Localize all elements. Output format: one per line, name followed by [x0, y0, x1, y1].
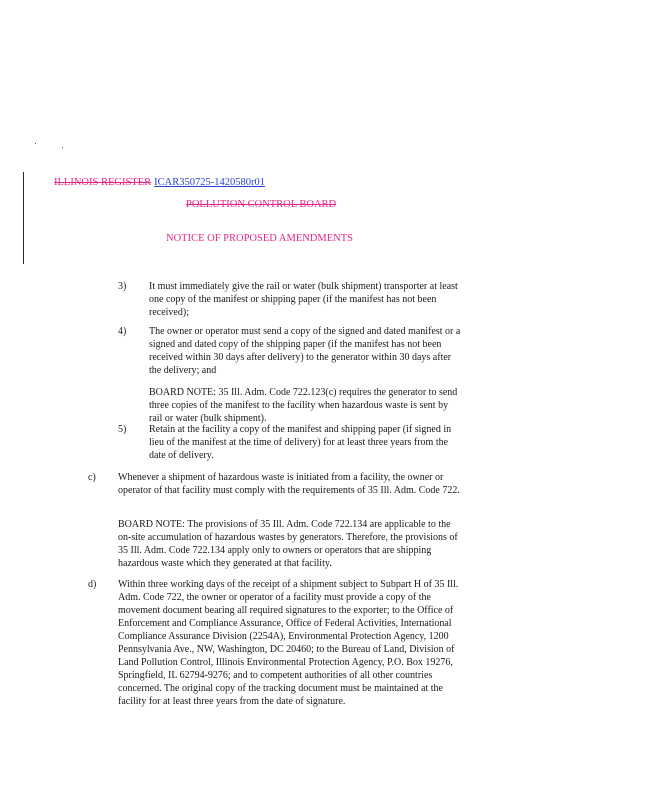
board-title: POLLUTION CONTROL BOARD — [186, 199, 337, 210]
item-4-label: 4) — [118, 326, 127, 337]
register-label: ILLINOIS REGISTER — [54, 177, 152, 188]
item-c-text: Whenever a shipment of hazardous waste is initiated from a facility, the owner or operator of that facility must comply with the requirements of 35 Ill. Adm. Code 722. — [118, 472, 460, 496]
board-note-2: BOARD NOTE: The provisions of 35 Ill. Adm. Code 722.134 are applicable to the on-site accumulation of hazardous wastes by generators. Therefore, the provisions of 35 Ill. Adm. Code 722.134 apply only to owners or operators that are shipping hazardous waste which they generated at that facility. — [118, 519, 458, 569]
document-id-link[interactable]: ICAR350725-1420580r01 — [154, 177, 265, 188]
scan-speck — [62, 147, 63, 148]
item-3-text: It must immediately give the rail or water (bulk shipment) transporter at least one copy of the manifest or shipping paper (if the manifest has not been received); — [149, 281, 458, 318]
board-note-1: BOARD NOTE: 35 Ill. Adm. Code 722.123(c) requires the generator to send three copies of the manifest to the facility when hazardous waste is sent by rail or water (bulk shipment). — [149, 387, 458, 424]
notice-title: NOTICE OF PROPOSED AMENDMENTS — [166, 233, 353, 244]
register-header — [54, 177, 265, 188]
item-c-label: c) — [88, 472, 96, 483]
item-d-label: d) — [88, 579, 97, 590]
item-5-label: 5) — [118, 424, 127, 435]
revision-margin-bar — [23, 172, 24, 264]
item-3-label: 3) — [118, 281, 127, 292]
scan-speck — [35, 143, 36, 144]
item-5-text: Retain at the facility a copy of the manifest and shipping paper (if signed in lieu of the manifest at the time of delivery) for at least three years from the date of delivery. — [149, 424, 452, 461]
item-d-text: Within three working days of the receipt of a shipment subject to Subpart H of 35 Ill. Adm. Code 722, the owner or operator of a facility must provide a copy of the movement document bearing all required signatures to the exporter; to the Office of Enforcement and Compliance Assurance, Office of Federal Activities, International Compliance Assurance Division (2254A), Environmental Protection Agency, 1200 Pennsylvania Ave., NW, Washington, DC 20460; to the Bureau of Land, Division of Land Pollution Control, Illinois Environmental Protection Agency, P.O. Box 19276, Springfield, IL 62794-9276; and to competent authorities of all other countries concerned. The original copy of the tracking document must be maintained at the facility for at least three years from the date of signature. — [118, 579, 459, 707]
item-4-text: The owner or operator must send a copy of the signed and dated manifest or a signed and dated copy of the shipping paper (if the manifest has not been received within 30 days after delivery) to the generator within 30 days after the delivery; and — [149, 326, 461, 376]
